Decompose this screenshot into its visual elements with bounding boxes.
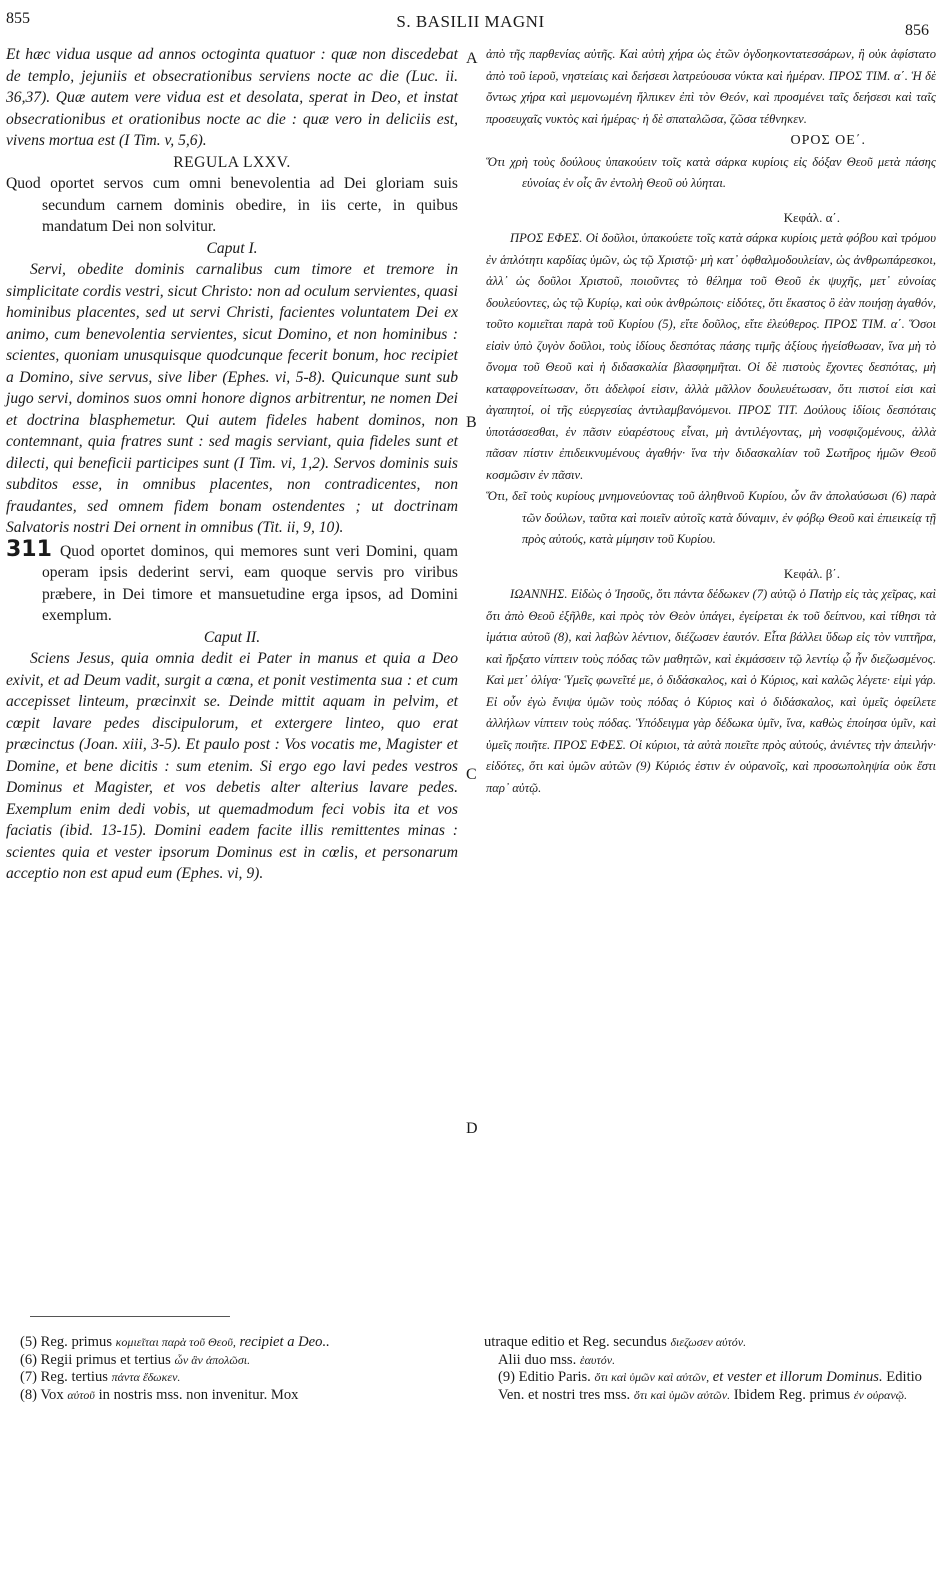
dominos-statement xyxy=(6,536,458,627)
caput-2-text: Sciens Jesus, quia omnia dedit ei Pater in manus et quia a Deo exivit, et ad Deum vadit, surgit a cœna, et ponit vestimenta sua : et cum accepisset linteum, præcinxit se. Deinde mittit aquam in pelvim, et cœpit lavare pedes discipulorum, et extergere linteo, quo erat præcinctus (Joan. xiii, 3-5). Et paulo post : Vos vocatis me, Magister et Domine, et bene dicitis : sum etenim. Si ergo ego lavi pedes vestros Dominus et Magister, et vos debetis alter alterius lavare pedes. Exemplum enim dedi vobis, ut quemadmodum feci vobis ita et vos faciatis (ibid. 13-15). Domini eadem facite illis remittentes minas : scientes quia et vester ipsorum Dominus est in cœlis, et personarum acceptio non est apud eum (Ephes. vi, 9). xyxy=(6,650,458,882)
page-number-left: 855 xyxy=(6,10,30,27)
footnote-6: (6) Regii primus et tertius ὧν ἂν ἀπολῶσι. xyxy=(20,1351,251,1368)
section-number-311: 311 xyxy=(6,536,52,562)
latin-column xyxy=(6,44,458,885)
oros-statement: Ὅτι χρὴ τοὺς δούλους ὑπακούειν τοῖς κατὰ σάρκα κυρίοις εἰς δόξαν Θεοῦ μετὰ πάσης εὐνοίας ἐν οἷς ἂν ἐντολὴ Θεοῦ οὐ λύηται. xyxy=(486,154,936,190)
latin-intro-paragraph: Et hæc vidua usque ad annos octoginta quatuor : quæ non discedebat de templo, jejuniis et obsecrationibus serviens nocte ac die (Luc. ii. 36,37). Quæ autem vere vidua est et desolata, sperat in Deo, et instat obsecrationibus et orationibus nocte ac die : quæ vero in deliciis est, vivens mortua est (I Tim. v, 5,6). xyxy=(6,46,458,149)
greek-intro-paragraph: ἀπὸ τῆς παρθενίας αὐτῆς. Καὶ αὐτὴ χήρα ὡς ἐτῶν ὀγδοηκοντατεσσάρων, ἣ οὐκ ἀφίστατο ἀπὸ τοῦ ἱεροῦ, νηστείαις καὶ δεήσεσι λατρεύουσα νύκτα καὶ ἡμέραν. ΠΡΟΣ ΤΙΜ. α΄. Ἡ δὲ ὄντως χήρα καὶ μεμονωμένη ἤλπικεν ἐπὶ τὸν Θεόν, καὶ προσμένει ταῖς δεήσεσι καὶ ταῖς προσευχαῖς νυκτὸς καὶ ἡμέρας· ἡ δὲ σπαταλῶσα, ζῶσα τέθνηκεν. xyxy=(486,47,936,126)
kephalaion-2-text: ΙΩΑΝΝΗΣ. Εἰδὼς ὁ Ἰησοῦς, ὅτι πάντα δέδωκεν (7) αὐτῷ ὁ Πατὴρ εἰς τὰς χεῖρας, καὶ ὅτι ἀπὸ Θεοῦ ἐξῆλθε, καὶ πρὸς τὸν Θεὸν ὑπάγει, ἐγείρεται ἐκ τοῦ δείπνου, καὶ τίθησι τὰ ἱμάτια αὐτοῦ (8), καὶ λαβὼν λέντιον, διέζωσεν ἑαυτόν. Εἶτα βάλλει ὕδωρ εἰς τὸν νιπτῆρα, καὶ ἤρξατο νίπτειν τοὺς πόδας τῶν μαθητῶν, καὶ ἐκμάσσειν τῷ λεντίῳ ᾧ ἦν διεζωσμένος. Καὶ μετ᾽ ὀλίγα· Ὑμεῖς φωνεῖτέ με, ὁ διδάσκαλος, καὶ ὁ Κύριος, καὶ καλῶς λέγετε· εἰμὶ γάρ. Εἰ οὖν ἐγὼ ἔνιψα ὑμῶν τοὺς πόδας ὁ Κύριος καὶ ὁ διδάσκαλος, καὶ ὑμεῖς ὀφείλετε ἀλλήλων νίπτειν τοὺς πόδας. Ὑπόδειγμα γὰρ δέδωκα ὑμῖν, ἵνα, καθὼς ἐποίησα ὑμῖν, καὶ ὑμεῖς ποιῆτε. ΠΡΟΣ ΕΦΕΣ. Οἱ κύριοι, τὰ αὐτὰ ποιεῖτε πρὸς αὐτούς, ἀνιέντες τὴν ἀπειλήν· εἰδότες, ὅτι καὶ ὑμῶν αὐτῶν (9) Κύριός ἐστιν ἐν οὐρανοῖς, καὶ προσωποληψία οὐκ ἔστι παρ᾽ αὐτῷ. xyxy=(486,587,936,795)
margin-marker-b: B xyxy=(466,414,477,431)
footnote-rule xyxy=(30,1316,230,1317)
margin-marker-a: A xyxy=(466,50,478,67)
greek-column xyxy=(486,44,936,799)
margin-marker-c: C xyxy=(466,766,477,783)
footnotes-right xyxy=(484,1334,928,1404)
greek-dominos-statement: Ὅτι, δεῖ τοὺς κυρίους μνημονεύοντας τοῦ ἀληθινοῦ Κυρίου, ὧν ἂν ἀπολαύσωσι (6) παρὰ τῶν δούλων, ταῦτα καὶ ποιεῖν αὐτοῖς κατὰ δύναμιν, ἐν φόβῳ Θεοῦ καὶ ἐπιεικείᾳ τῇ πρὸς αὐτούς, κατὰ μίμησιν τοῦ Κυρίου. xyxy=(486,489,936,546)
footnote-9: (9) Editio Paris. ὅτι καὶ ὑμῶν καὶ αὐτῶν, et vester et illorum Dominus. Editio Ven. et nostri tres mss. ὅτι καὶ ὑμῶν αὐτῶν. Ibidem Reg. primus ἐν οὐρανῷ. xyxy=(498,1369,922,1403)
footnotes-left xyxy=(20,1334,458,1404)
footnote-8-variant: Alii duo mss. ἑαυτόν. xyxy=(498,1351,616,1368)
kephalaion-2-heading: Κεφάλ. β΄. xyxy=(783,565,840,581)
caput-1-text: Servi, obedite dominis carnalibus cum timore et tremore in simplicitate cordis vestri, sicut Christo: non ad oculum servientes, quasi hominibus placentes, sed ut servi Christi, facientes voluntatem Dei ex animo, cum benevolentia servientes, sicut Domino, et non hominibus : scientes, quoniam unusquisque quodcunque fecerit bonum, hoc recipiet a Domino, sive servus, sive liber (Ephes. vi, 5-8). Quicunque sunt sub jugo servi, dominos suos omni honore dignos arbitrentur, ne nomen Dei et doctrina blasphemetur. Qui autem fideles habent dominos, non contemnant, quia fratres sunt : sed magis serviant, quia fideles sunt et dilecti, qui beneficii participes sunt (I Tim. vi, 1,2). Servos dominis suis subditos esse, in omnibus placentes, non contradicentes, non fraudantes, sed omnem fidem bonam ostendentes ; ut doctrinam Salvatoris nostri Dei ornent in omnibus (Tit. ii, 9, 10). xyxy=(6,261,458,536)
kephalaion-1-heading: Κεφάλ. α΄. xyxy=(783,209,840,225)
dominos-statement-text: Quod oportet dominos, qui memores sunt veri Domini, quam operam ipsis dederint servi, eam quoque servis pro viribus præbere, in Dei timore et mansuetudine erga ipsos, ad Domini exemplum. xyxy=(42,542,458,624)
oros-heading: ΟΡΟΣ ΟΕ΄. xyxy=(790,133,866,148)
kephalaion-1-text: ΠΡΟΣ ΕΦΕΣ. Οἱ δοῦλοι, ὑπακούετε τοῖς κατὰ σάρκα κυρίοις μετὰ φόβου καὶ τρόμου ἐν ἁπλότητι καρδίας ὑμῶν, ὡς τῷ Χριστῷ· μὴ κατ᾽ ὀφθαλμοδουλείαν, ὡς ἀνθρωπάρεσκοι, ἀλλ᾽ ὡς δοῦλοι Χριστοῦ, ποιοῦντες τὸ θέλημα τοῦ Θεοῦ ἐκ ψυχῆς, μετ᾽ εὐνοίας δουλεύοντες, ὡς τῷ Κυρίῳ, καὶ οὐκ ἀνθρώποις· εἰδότες, ὅτι ἕκαστος ὃ ἐὰν ποιήσῃ ἀγαθόν, τοῦτο κομιεῖται παρὰ τοῦ Κυρίου (5), εἴτε δοῦλος, εἴτε ἐλεύθερος. ΠΡΟΣ ΤΙΜ. α΄. Ὅσοι εἰσὶν ὑπὸ ζυγὸν δοῦλοι, τοὺς ἰδίους δεσπότας πάσης τιμῆς ἀξίους ἡγείσθωσαν, ἵνα μὴ τὸ ὄνομα τοῦ Θεοῦ καὶ ἡ διδασκαλία βλασφημῆται. Οἱ δὲ πιστοὺς ἔχοντες δεσπότας, μὴ καταφρονείτωσαν, ὅτι ἀδελφοί εἰσιν, ἀλλὰ μᾶλλον δουλευέτωσαν, ὅτι πιστοί εἰσι καὶ ἀγαπητοί, οἱ τῆς εὐεργεσίας ἀντιλαμβανόμενοι. ΠΡΟΣ ΤΙΤ. Δούλους ἰδίοις δεσπόταις ὑποτάσσεσθαι, ἐν πᾶσιν εὐαρέστους εἶναι, μὴ ἀντιλέγοντας, μὴ νοσφιζομένους, ἀλλὰ πᾶσαν πίστιν ἐπιδεικνυμένους ἀγαθήν· ἵνα τὴν διδασκαλίαν τοῦ Σωτῆρος ἡμῶν Θεοῦ κοσμῶσιν ἐν πᾶσιν. xyxy=(486,231,936,482)
caput-2-heading: Caput II. xyxy=(203,628,261,646)
footnote-7: (7) Reg. tertius πάντα ἔδωκεν. xyxy=(20,1369,181,1385)
regula-heading: REGULA LXXV. xyxy=(173,153,291,171)
caput-1-heading: Caput I. xyxy=(206,239,258,257)
footnote-8-continued: utraque editio et Reg. secundus διεζωσεν αὐτόν. xyxy=(484,1334,747,1350)
footnote-8: (8) Vox αὐτοῦ in nostris mss. non invenitur. Mox xyxy=(20,1386,299,1403)
regula-statement: Quod oportet servos cum omni benevolentia ad Dei gloriam suis secundum carnem dominis obedire, in iis certe, in quibus mandatum Dei non solvitur. xyxy=(6,175,458,235)
margin-marker-d: D xyxy=(466,1120,478,1137)
page-number-right: 856 xyxy=(905,22,929,39)
running-title: S. BASILII MAGNI xyxy=(396,12,545,31)
footnote-5: (5) Reg. primus κομιεῖται παρὰ τοῦ Θεοῦ, recipiet a Deo.. xyxy=(20,1334,330,1350)
